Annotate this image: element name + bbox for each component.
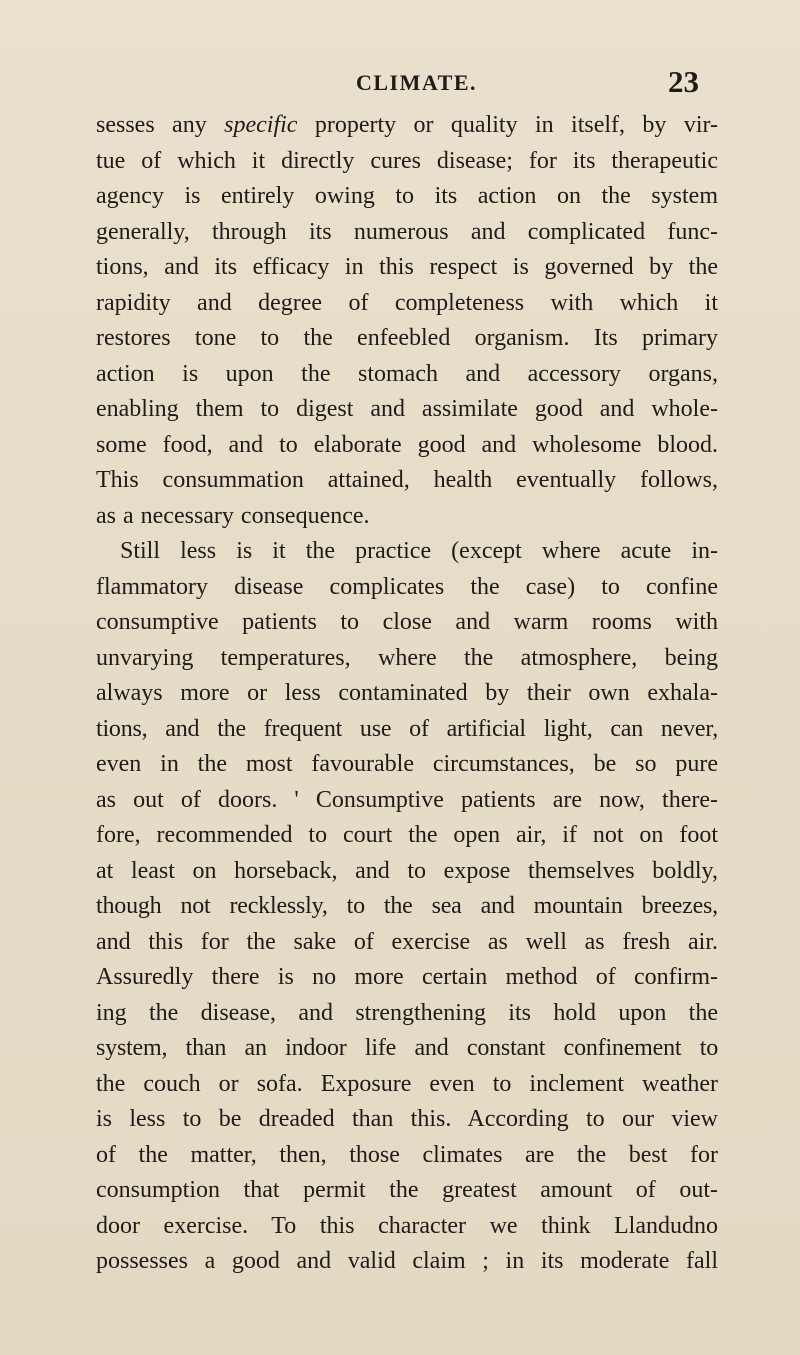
text-line: consumption that permit the greatest amount of out- xyxy=(96,1177,718,1203)
text-line: and this for the sake of exercise as well as fresh air. xyxy=(96,928,718,955)
text-line: always more or less contaminated by their own exhala- xyxy=(96,680,718,706)
page-number: 23 xyxy=(668,64,699,99)
text-line: sesses any specific property or quality in itself, by vir- xyxy=(96,112,719,138)
text-line: flammatory disease complicates the case) to confine xyxy=(96,573,718,600)
text-line: consumptive patients to close and warm rooms with xyxy=(96,609,718,635)
text-line: possesses a good and valid claim ; in its moderate fall xyxy=(96,1248,718,1274)
text-line: as out of doors. ' Consumptive patients are now, there- xyxy=(96,786,718,813)
text-line: is less to be dreaded than this. According to our view xyxy=(96,1106,718,1132)
text-line: rapidity and degree of completeness with which it xyxy=(96,289,718,316)
text-line: the couch or sofa. Exposure even to inclement weather xyxy=(96,1070,718,1097)
running-head xyxy=(0,64,800,110)
text-line: system, than an indoor life and constant confinement to xyxy=(96,1035,718,1061)
text-line: enabling them to digest and assimilate good and whole- xyxy=(96,396,718,422)
text-line: of the matter, then, those climates are the best for xyxy=(96,1141,718,1168)
running-title: CLIMATE. xyxy=(356,70,477,95)
text-line: tions, and the frequent use of artificial light, can never, xyxy=(96,715,718,742)
text-line: at least on horseback, and to expose themselves boldly, xyxy=(96,857,718,884)
text-line: some food, and to elaborate good and wholesome blood. xyxy=(96,431,718,458)
text-line: tions, and its efficacy in this respect is governed by the xyxy=(96,254,718,280)
text-line: agency is entirely owing to its action on the system xyxy=(96,183,718,209)
text-line: even in the most favourable circumstances, be so pure xyxy=(96,751,718,777)
text-line: ing the disease, and strengthening its hold upon the xyxy=(96,999,718,1026)
text-line: Assuredly there is no more certain method of confirm- xyxy=(96,964,718,990)
emphasis-text: specific xyxy=(224,112,298,138)
body-text xyxy=(96,108,718,1280)
text-line: This consummation attained, health eventually follows, xyxy=(96,467,718,493)
text-line: generally, through its numerous and complicated func- xyxy=(96,218,718,245)
text-line: tue of which it directly cures disease; for its therapeutic xyxy=(96,147,718,174)
text-line: action is upon the stomach and accessory organs, xyxy=(96,360,718,387)
text-line: unvarying temperatures, where the atmosphere, being xyxy=(96,644,718,671)
paragraph-start-line: Still less is it the practice (except where acute in- xyxy=(120,538,718,564)
paragraph-end-line: as a necessary consequence. xyxy=(96,502,370,529)
text-line: though not recklessly, to the sea and mountain breezes, xyxy=(96,893,718,919)
text-line: door exercise. To this character we think Llandudno xyxy=(96,1212,718,1239)
text-line: fore, recommended to court the open air, if not on foot xyxy=(96,822,718,848)
text-line: restores tone to the enfeebled organism. Its primary xyxy=(96,325,718,351)
